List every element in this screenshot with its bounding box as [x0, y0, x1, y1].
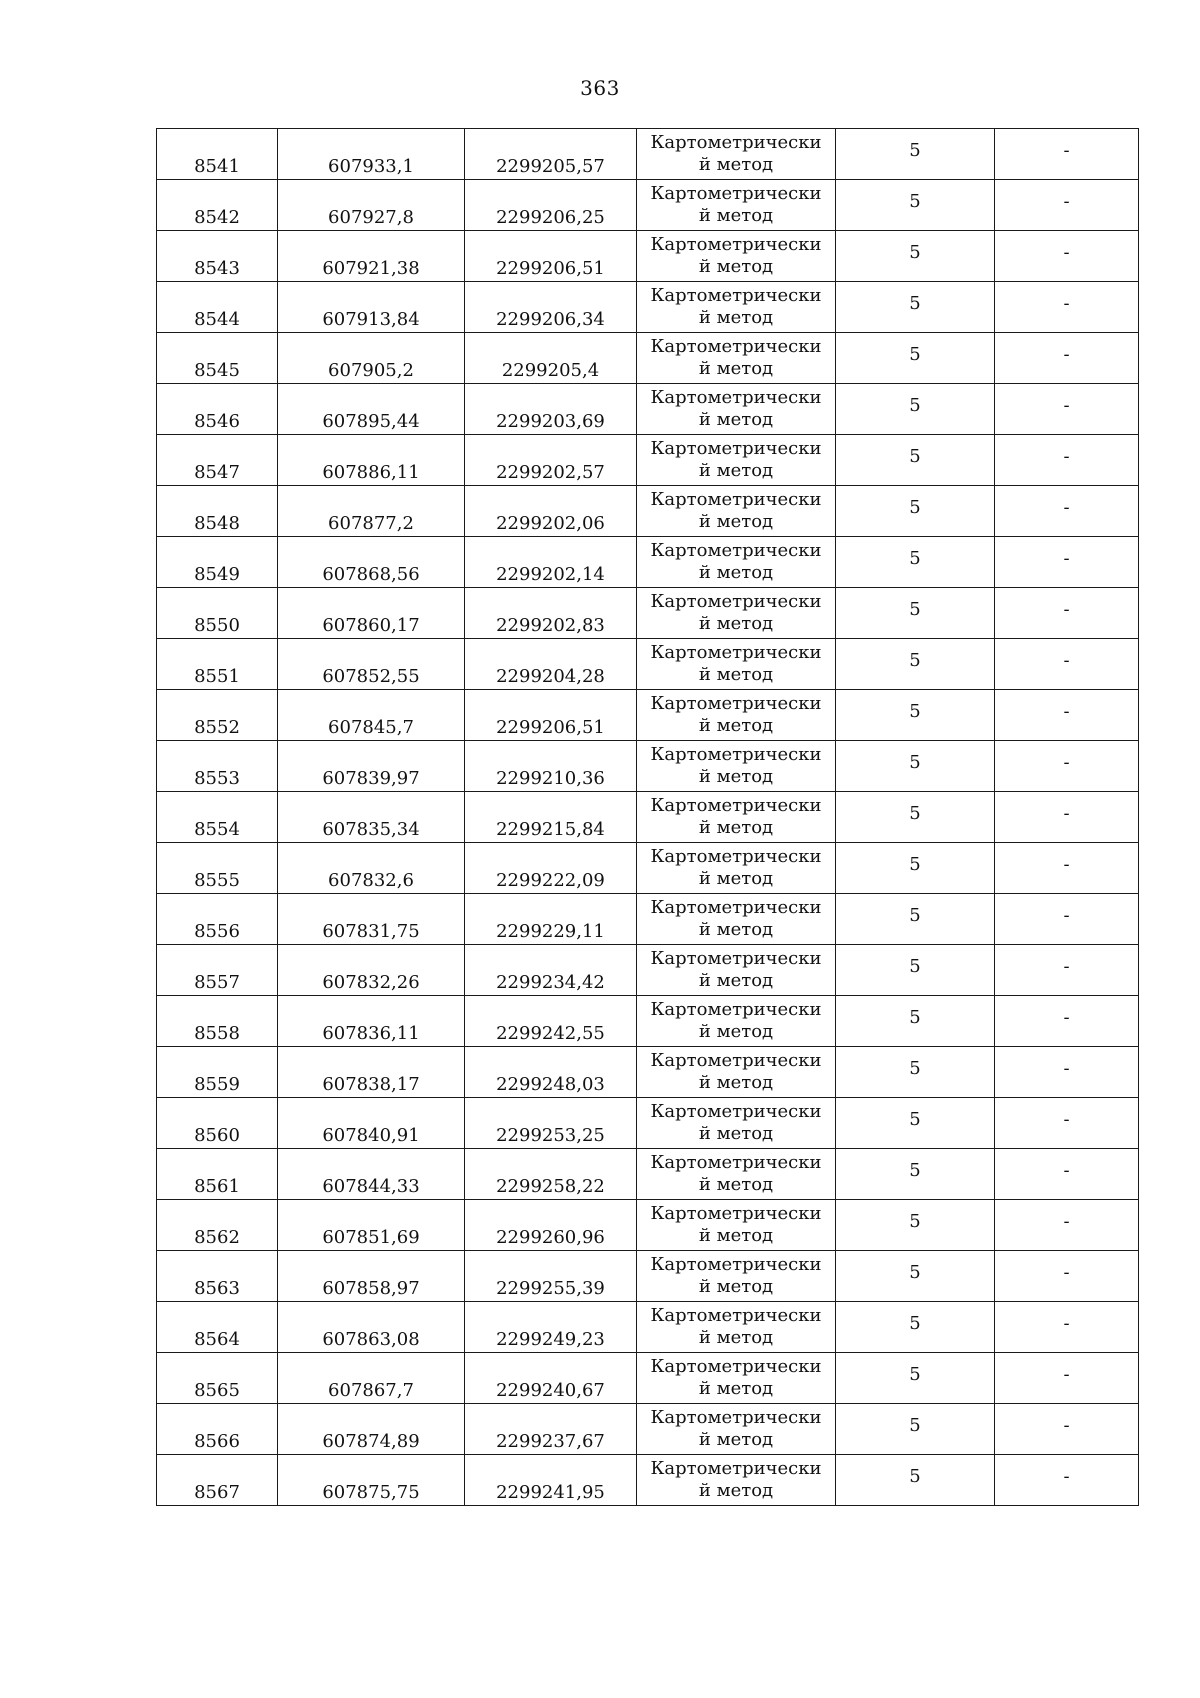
method-text-line1: Картометрически [650, 693, 822, 714]
y-coordinate-cell: 2299206,51 [465, 690, 637, 741]
method-text-line1: Картометрически [650, 438, 822, 459]
method-text-line2: й метод [698, 1276, 774, 1297]
y-coordinate-cell: 2299215,84 [465, 792, 637, 843]
method-cell [637, 333, 836, 384]
y-coordinate-cell: 2299253,25 [465, 1098, 637, 1149]
x-coordinate-cell: 607927,8 [278, 180, 465, 231]
note-cell: - [995, 384, 1139, 435]
note-cell: - [995, 333, 1139, 384]
point-number-cell: 8566 [157, 1404, 278, 1455]
table-row [157, 282, 1139, 333]
note-cell: - [995, 180, 1139, 231]
table-row [157, 1302, 1139, 1353]
table-row [157, 333, 1139, 384]
method-text-line2: й метод [698, 1327, 774, 1348]
table-row [157, 588, 1139, 639]
table-row [157, 1353, 1139, 1404]
method-text-line2: й метод [698, 766, 774, 787]
table-row [157, 741, 1139, 792]
x-coordinate-cell: 607852,55 [278, 639, 465, 690]
y-coordinate-cell: 2299204,28 [465, 639, 637, 690]
method-text-line1: Картометрически [650, 1356, 822, 1377]
method-text-line1: Картометрически [650, 234, 822, 255]
table-row [157, 1200, 1139, 1251]
note-cell: - [995, 129, 1139, 180]
method-cell [637, 282, 836, 333]
note-cell: - [995, 1353, 1139, 1404]
method-text-line2: й метод [698, 1174, 774, 1195]
point-number-cell: 8560 [157, 1098, 278, 1149]
note-cell: - [995, 1404, 1139, 1455]
y-coordinate-cell: 2299202,83 [465, 588, 637, 639]
accuracy-cell: 5 [836, 588, 995, 639]
method-text-line1: Картометрически [650, 336, 822, 357]
table-row [157, 1251, 1139, 1302]
method-text-line2: й метод [698, 1480, 774, 1501]
method-cell [637, 384, 836, 435]
y-coordinate-cell: 2299202,14 [465, 537, 637, 588]
accuracy-cell: 5 [836, 1404, 995, 1455]
accuracy-cell: 5 [836, 792, 995, 843]
x-coordinate-cell: 607840,91 [278, 1098, 465, 1149]
note-cell: - [995, 894, 1139, 945]
method-text-line2: й метод [698, 1123, 774, 1144]
method-cell [637, 486, 836, 537]
note-cell: - [995, 945, 1139, 996]
table-body [157, 129, 1139, 1506]
method-text-line2: й метод [698, 409, 774, 430]
point-number-cell: 8542 [157, 180, 278, 231]
x-coordinate-cell: 607839,97 [278, 741, 465, 792]
note-cell: - [995, 639, 1139, 690]
point-number-cell: 8547 [157, 435, 278, 486]
accuracy-cell: 5 [836, 129, 995, 180]
method-text-line1: Картометрически [650, 132, 822, 153]
method-cell [637, 945, 836, 996]
point-number-cell: 8553 [157, 741, 278, 792]
accuracy-cell: 5 [836, 1200, 995, 1251]
x-coordinate-cell: 607933,1 [278, 129, 465, 180]
table-row [157, 639, 1139, 690]
accuracy-cell: 5 [836, 1455, 995, 1506]
point-number-cell: 8567 [157, 1455, 278, 1506]
method-text-line2: й метод [698, 358, 774, 379]
point-number-cell: 8563 [157, 1251, 278, 1302]
method-cell [637, 741, 836, 792]
y-coordinate-cell: 2299205,4 [465, 333, 637, 384]
accuracy-cell: 5 [836, 1302, 995, 1353]
accuracy-cell: 5 [836, 741, 995, 792]
method-text-line1: Картометрически [650, 948, 822, 969]
note-cell: - [995, 1302, 1139, 1353]
accuracy-cell: 5 [836, 537, 995, 588]
method-text-line1: Картометрически [650, 1458, 822, 1479]
method-text-line1: Картометрически [650, 897, 822, 918]
method-cell [637, 1302, 836, 1353]
point-number-cell: 8550 [157, 588, 278, 639]
accuracy-cell: 5 [836, 996, 995, 1047]
note-cell: - [995, 1149, 1139, 1200]
y-coordinate-cell: 2299206,25 [465, 180, 637, 231]
x-coordinate-cell: 607851,69 [278, 1200, 465, 1251]
method-text-line2: й метод [698, 613, 774, 634]
x-coordinate-cell: 607868,56 [278, 537, 465, 588]
point-number-cell: 8558 [157, 996, 278, 1047]
method-text-line1: Картометрически [650, 1254, 822, 1275]
y-coordinate-cell: 2299242,55 [465, 996, 637, 1047]
y-coordinate-cell: 2299237,67 [465, 1404, 637, 1455]
table-row [157, 486, 1139, 537]
method-text-line1: Картометрически [650, 387, 822, 408]
table-row [157, 690, 1139, 741]
y-coordinate-cell: 2299229,11 [465, 894, 637, 945]
point-number-cell: 8543 [157, 231, 278, 282]
x-coordinate-cell: 607867,7 [278, 1353, 465, 1404]
table-row [157, 537, 1139, 588]
accuracy-cell: 5 [836, 282, 995, 333]
point-number-cell: 8565 [157, 1353, 278, 1404]
x-coordinate-cell: 607844,33 [278, 1149, 465, 1200]
point-number-cell: 8564 [157, 1302, 278, 1353]
method-text-line1: Картометрически [650, 183, 822, 204]
table-row [157, 894, 1139, 945]
note-cell: - [995, 537, 1139, 588]
method-cell [637, 1251, 836, 1302]
method-text-line1: Картометрически [650, 1407, 822, 1428]
accuracy-cell: 5 [836, 1098, 995, 1149]
method-text-line2: й метод [698, 307, 774, 328]
x-coordinate-cell: 607875,75 [278, 1455, 465, 1506]
point-number-cell: 8552 [157, 690, 278, 741]
x-coordinate-cell: 607832,26 [278, 945, 465, 996]
method-text-line2: й метод [698, 1021, 774, 1042]
method-text-line2: й метод [698, 1378, 774, 1399]
note-cell: - [995, 1200, 1139, 1251]
table-row [157, 996, 1139, 1047]
method-cell [637, 1353, 836, 1404]
method-cell [637, 1149, 836, 1200]
table-row [157, 129, 1139, 180]
method-text-line1: Картометрически [650, 795, 822, 816]
table-row [157, 792, 1139, 843]
method-text-line1: Картометрически [650, 642, 822, 663]
note-cell: - [995, 843, 1139, 894]
note-cell: - [995, 792, 1139, 843]
table-row [157, 1149, 1139, 1200]
x-coordinate-cell: 607858,97 [278, 1251, 465, 1302]
y-coordinate-cell: 2299206,34 [465, 282, 637, 333]
point-number-cell: 8557 [157, 945, 278, 996]
method-cell [637, 690, 836, 741]
method-text-line1: Картометрически [650, 1101, 822, 1122]
table-row [157, 1098, 1139, 1149]
accuracy-cell: 5 [836, 486, 995, 537]
note-cell: - [995, 1251, 1139, 1302]
x-coordinate-cell: 607863,08 [278, 1302, 465, 1353]
y-coordinate-cell: 2299202,06 [465, 486, 637, 537]
method-text-line1: Картометрически [650, 540, 822, 561]
x-coordinate-cell: 607860,17 [278, 588, 465, 639]
coordinates-table [156, 128, 1139, 1506]
point-number-cell: 8559 [157, 1047, 278, 1098]
note-cell: - [995, 231, 1139, 282]
x-coordinate-cell: 607831,75 [278, 894, 465, 945]
note-cell: - [995, 1455, 1139, 1506]
method-text-line1: Картометрически [650, 1050, 822, 1071]
table-row [157, 1455, 1139, 1506]
method-text-line1: Картометрически [650, 846, 822, 867]
accuracy-cell: 5 [836, 333, 995, 384]
point-number-cell: 8545 [157, 333, 278, 384]
method-cell [637, 1455, 836, 1506]
note-cell: - [995, 741, 1139, 792]
x-coordinate-cell: 607845,7 [278, 690, 465, 741]
method-text-line1: Картометрически [650, 1305, 822, 1326]
note-cell: - [995, 1098, 1139, 1149]
y-coordinate-cell: 2299205,57 [465, 129, 637, 180]
method-cell [637, 1404, 836, 1455]
note-cell: - [995, 588, 1139, 639]
x-coordinate-cell: 607886,11 [278, 435, 465, 486]
method-text-line2: й метод [698, 154, 774, 175]
method-text-line1: Картометрически [650, 489, 822, 510]
table-row [157, 384, 1139, 435]
table-row [157, 843, 1139, 894]
table-row [157, 180, 1139, 231]
x-coordinate-cell: 607835,34 [278, 792, 465, 843]
method-text-line2: й метод [698, 868, 774, 889]
method-cell [637, 129, 836, 180]
table-row [157, 945, 1139, 996]
method-text-line2: й метод [698, 817, 774, 838]
method-cell [637, 1200, 836, 1251]
point-number-cell: 8549 [157, 537, 278, 588]
point-number-cell: 8541 [157, 129, 278, 180]
method-text-line1: Картометрически [650, 999, 822, 1020]
y-coordinate-cell: 2299206,51 [465, 231, 637, 282]
method-cell [637, 639, 836, 690]
note-cell: - [995, 282, 1139, 333]
accuracy-cell: 5 [836, 690, 995, 741]
method-cell [637, 435, 836, 486]
method-text-line1: Картометрически [650, 591, 822, 612]
method-text-line2: й метод [698, 256, 774, 277]
accuracy-cell: 5 [836, 1251, 995, 1302]
point-number-cell: 8561 [157, 1149, 278, 1200]
accuracy-cell: 5 [836, 1149, 995, 1200]
x-coordinate-cell: 607874,89 [278, 1404, 465, 1455]
y-coordinate-cell: 2299258,22 [465, 1149, 637, 1200]
y-coordinate-cell: 2299255,39 [465, 1251, 637, 1302]
point-number-cell: 8562 [157, 1200, 278, 1251]
y-coordinate-cell: 2299234,42 [465, 945, 637, 996]
note-cell: - [995, 996, 1139, 1047]
x-coordinate-cell: 607877,2 [278, 486, 465, 537]
accuracy-cell: 5 [836, 639, 995, 690]
method-text-line2: й метод [698, 970, 774, 991]
y-coordinate-cell: 2299240,67 [465, 1353, 637, 1404]
table-row [157, 1404, 1139, 1455]
accuracy-cell: 5 [836, 843, 995, 894]
x-coordinate-cell: 607921,38 [278, 231, 465, 282]
method-text-line2: й метод [698, 511, 774, 532]
accuracy-cell: 5 [836, 1353, 995, 1404]
method-cell [637, 1047, 836, 1098]
y-coordinate-cell: 2299203,69 [465, 384, 637, 435]
y-coordinate-cell: 2299222,09 [465, 843, 637, 894]
method-text-line2: й метод [698, 1072, 774, 1093]
accuracy-cell: 5 [836, 180, 995, 231]
table-row [157, 1047, 1139, 1098]
x-coordinate-cell: 607832,6 [278, 843, 465, 894]
y-coordinate-cell: 2299248,03 [465, 1047, 637, 1098]
method-cell [637, 231, 836, 282]
method-cell [637, 537, 836, 588]
y-coordinate-cell: 2299210,36 [465, 741, 637, 792]
point-number-cell: 8546 [157, 384, 278, 435]
method-cell [637, 588, 836, 639]
method-text-line1: Картометрически [650, 1152, 822, 1173]
table-row [157, 435, 1139, 486]
method-cell [637, 894, 836, 945]
method-cell [637, 996, 836, 1047]
method-text-line1: Картометрически [650, 285, 822, 306]
y-coordinate-cell: 2299241,95 [465, 1455, 637, 1506]
note-cell: - [995, 690, 1139, 741]
method-text-line2: й метод [698, 205, 774, 226]
point-number-cell: 8554 [157, 792, 278, 843]
method-text-line2: й метод [698, 664, 774, 685]
point-number-cell: 8548 [157, 486, 278, 537]
y-coordinate-cell: 2299202,57 [465, 435, 637, 486]
method-text-line2: й метод [698, 562, 774, 583]
y-coordinate-cell: 2299249,23 [465, 1302, 637, 1353]
point-number-cell: 8556 [157, 894, 278, 945]
method-cell [637, 1098, 836, 1149]
x-coordinate-cell: 607905,2 [278, 333, 465, 384]
method-text-line2: й метод [698, 1429, 774, 1450]
x-coordinate-cell: 607836,11 [278, 996, 465, 1047]
method-cell [637, 843, 836, 894]
method-text-line2: й метод [698, 460, 774, 481]
method-cell [637, 180, 836, 231]
page-number: 363 [580, 76, 620, 100]
accuracy-cell: 5 [836, 435, 995, 486]
x-coordinate-cell: 607913,84 [278, 282, 465, 333]
method-text-line2: й метод [698, 1225, 774, 1246]
method-text-line1: Картометрически [650, 744, 822, 765]
method-cell [637, 792, 836, 843]
point-number-cell: 8551 [157, 639, 278, 690]
method-text-line2: й метод [698, 919, 774, 940]
table-row [157, 231, 1139, 282]
note-cell: - [995, 486, 1139, 537]
accuracy-cell: 5 [836, 1047, 995, 1098]
y-coordinate-cell: 2299260,96 [465, 1200, 637, 1251]
x-coordinate-cell: 607895,44 [278, 384, 465, 435]
accuracy-cell: 5 [836, 945, 995, 996]
x-coordinate-cell: 607838,17 [278, 1047, 465, 1098]
accuracy-cell: 5 [836, 384, 995, 435]
method-text-line1: Картометрически [650, 1203, 822, 1224]
point-number-cell: 8544 [157, 282, 278, 333]
point-number-cell: 8555 [157, 843, 278, 894]
accuracy-cell: 5 [836, 894, 995, 945]
method-text-line2: й метод [698, 715, 774, 736]
note-cell: - [995, 435, 1139, 486]
note-cell: - [995, 1047, 1139, 1098]
accuracy-cell: 5 [836, 231, 995, 282]
